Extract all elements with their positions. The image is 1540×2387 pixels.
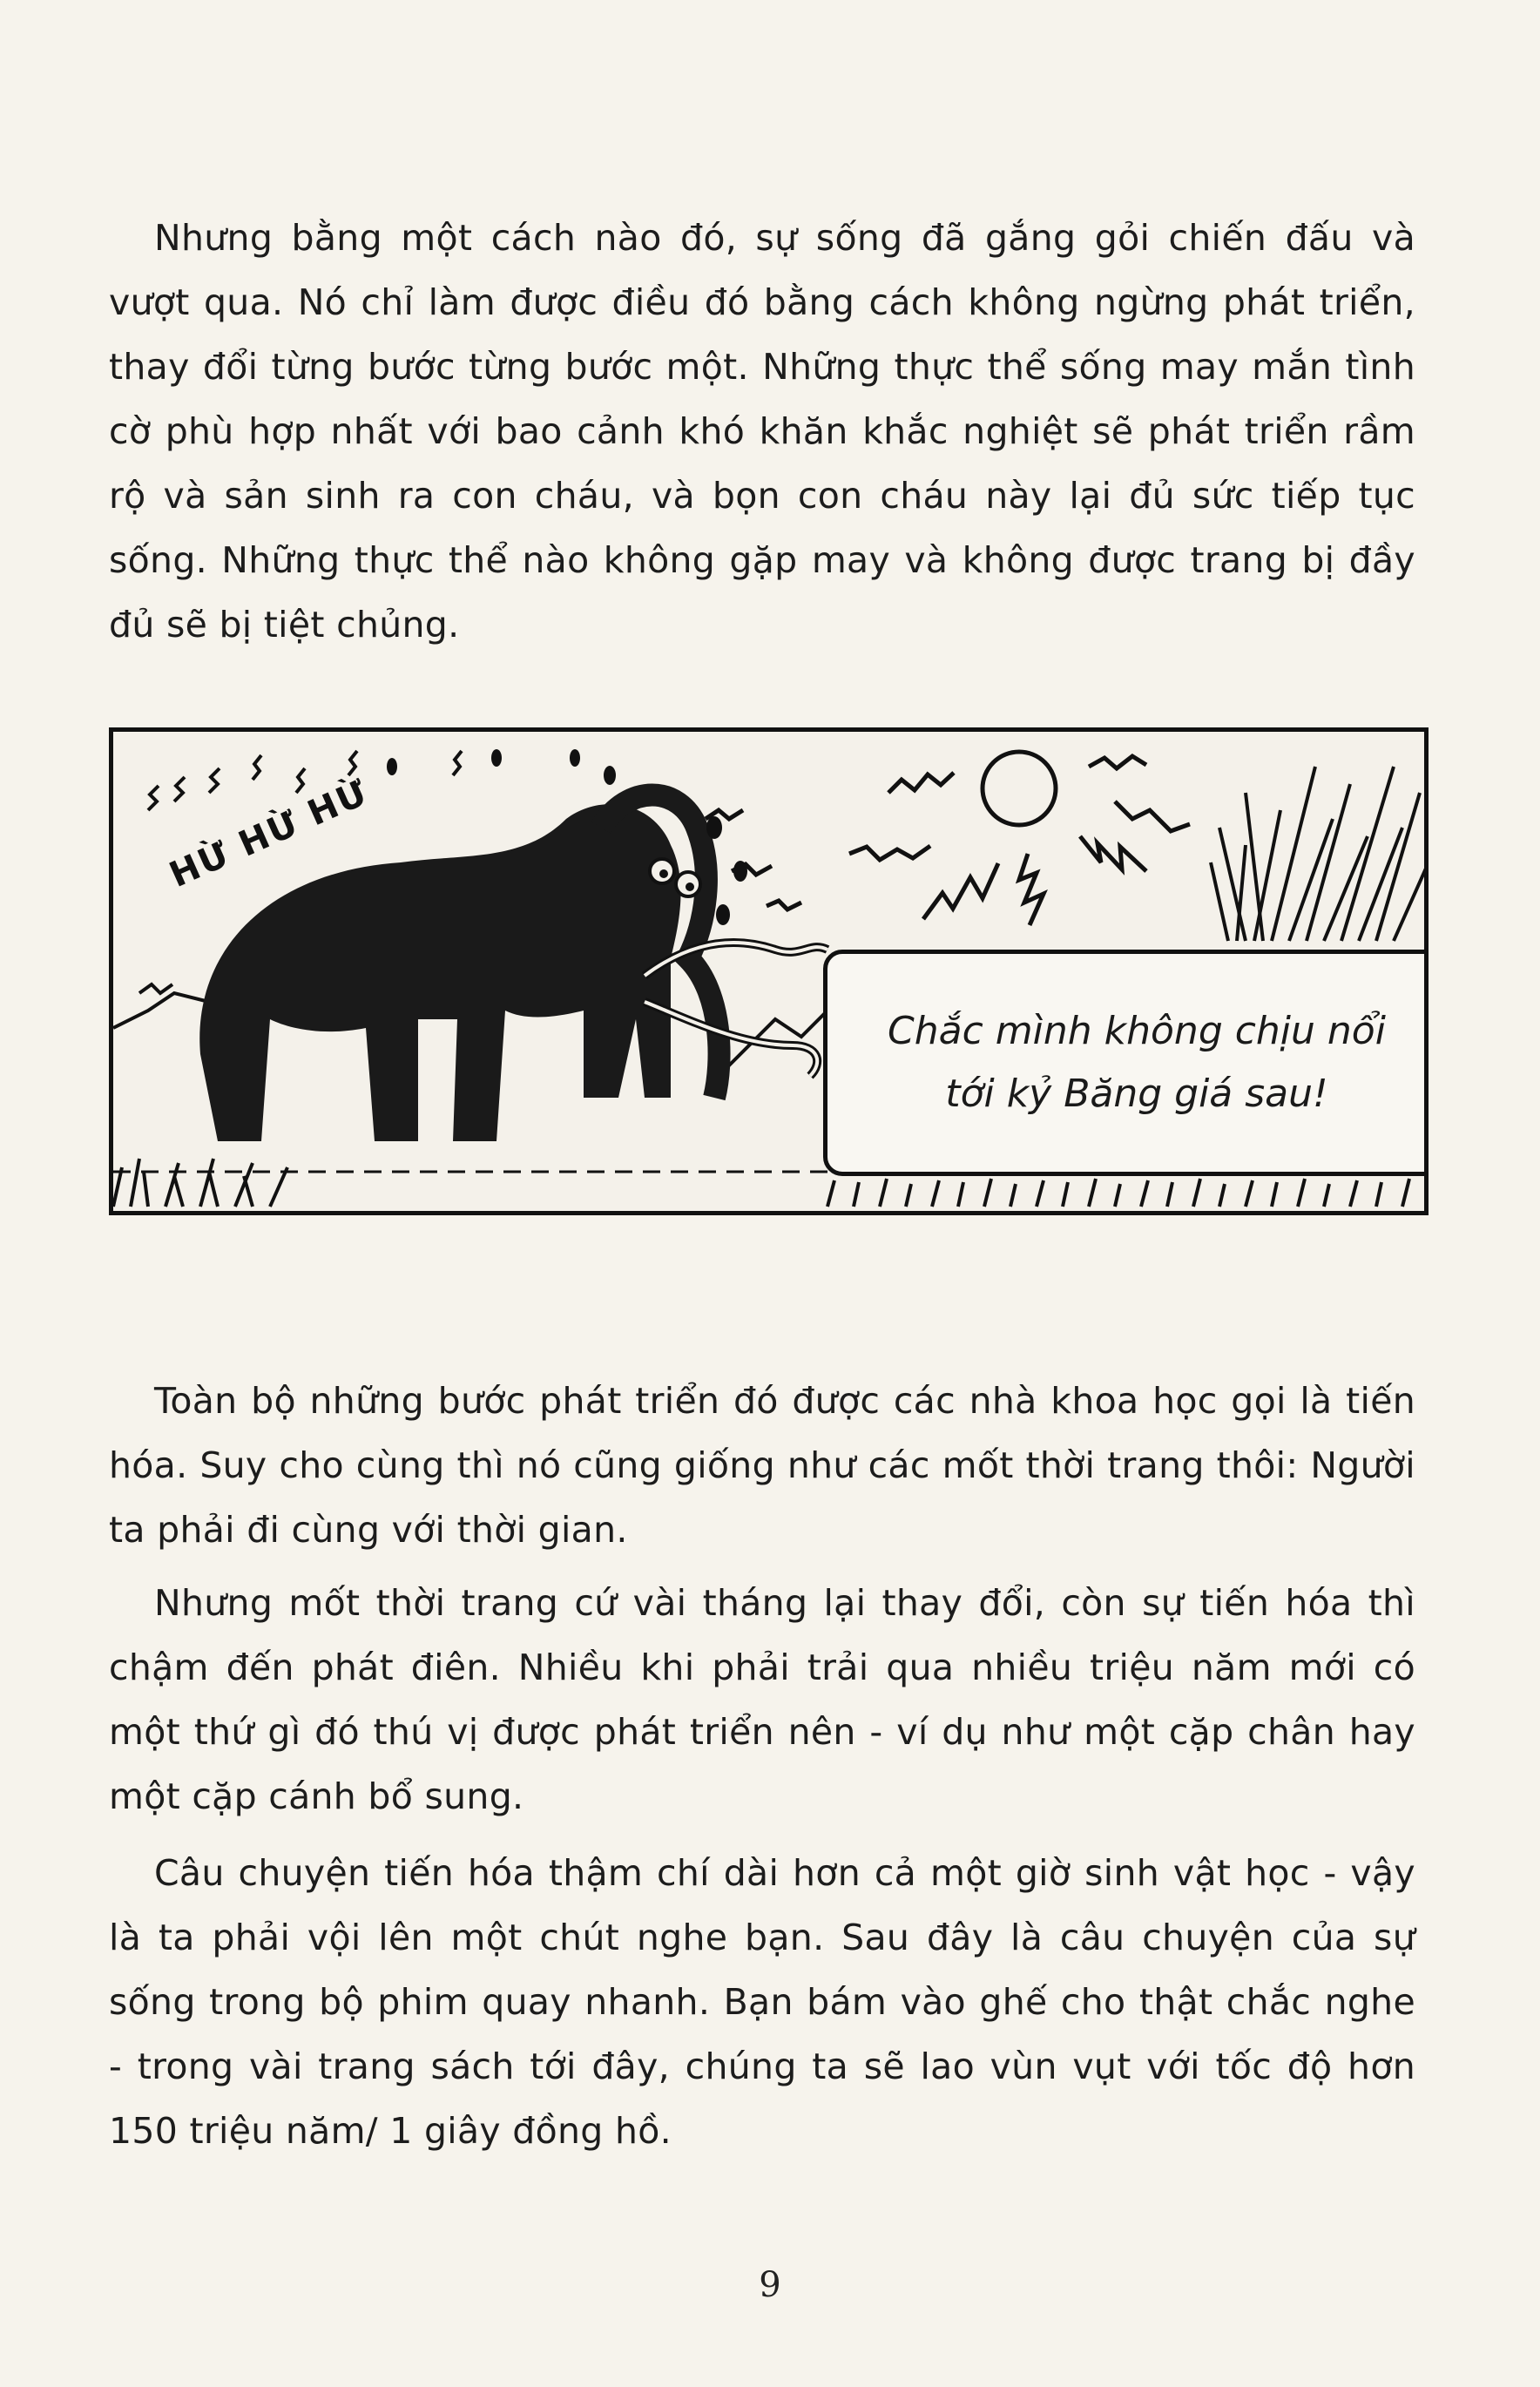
- mammoth-icon: [199, 795, 827, 1142]
- paragraph-4: Câu chuyện tiến hóa thậm chí dài hơn cả một giờ sinh vật học - vậy là ta phải vội lên một chút nghe bạn. Sau đây là câu chuyện của sự sống trong bộ phim quay nhanh. Bạn bám vào ghế cho thật chắc nghe - trong vài trang sách tới đây, chúng ta sẽ lao vùn vụt với tốc độ hơn 150 triệu năm/ 1 giây đồng hồ.: [109, 1852, 1415, 2152]
- paragraph-1: Nhưng bằng một cách nào đó, sự sống đã gắng gỏi chiến đấu và vượt qua. Nó chỉ làm được điều đó bằng cách không ngừng phát triển, thay đổi từng bước từng bước một. Những thực thể sống may mắn tình cờ phù hợp nhất với bao cảnh khó khăn khắc nghiệt sẽ phát triển rầm rộ và sản sinh ra con cháu, và bọn con cháu này lại đủ sức tiếp tục sống. Những thực thể nào không gặp may và không được trang bị đầy đủ sẽ bị tiệt chủng.: [109, 217, 1415, 646]
- sound-effect-text: HỪ HỪ HỪ: [164, 772, 375, 896]
- comic-panel: [109, 727, 1429, 1215]
- speech-line-1: Chắc mình không chịu nổi: [888, 1009, 1386, 1053]
- paragraph-3: Nhưng mốt thời trang cứ vài tháng lại thay đổi, còn sự tiến hóa thì chậm đến phát điên. Nhiều khi phải trải qua nhiều triệu năm mới có một thứ gì đó thú vị được phát triển nên - ví dụ như một cặp chân hay một cặp cánh bổ sung.: [109, 1582, 1415, 1817]
- sun-icon: [706, 752, 1190, 925]
- paragraph-2: Toàn bộ những bước phát triển đó được các nhà khoa học gọi là tiến hóa. Suy cho cùng thì nó cũng giống như các mốt thời trang thôi: Người ta phải đi cùng với thời gian.: [109, 1380, 1415, 1551]
- page-number: 9: [759, 2265, 781, 2305]
- speech-bubble: [823, 950, 1429, 1176]
- speech-line-2: tới kỷ Băng giá sau!: [945, 1072, 1328, 1116]
